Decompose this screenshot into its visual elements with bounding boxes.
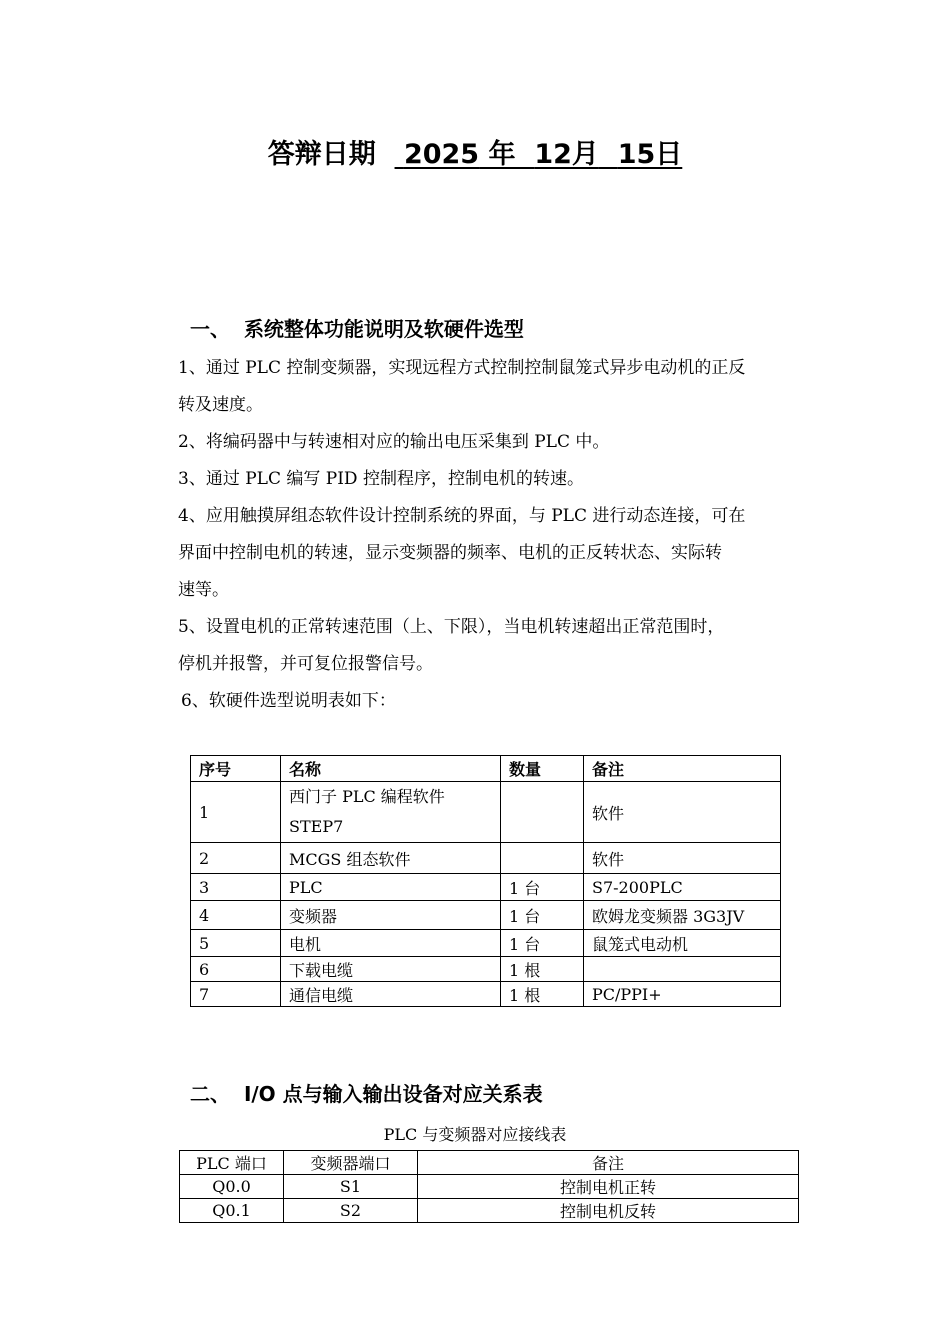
section-1-item-2-line: 2、将编码器中与转速相对应的输出电压采集到 PLC 中。 <box>178 432 610 452</box>
row-number: 6 <box>191 957 281 982</box>
section-1-item-1-line: 转及速度。 <box>178 395 263 415</box>
row-name-line: MCGS 组态软件 <box>289 849 411 869</box>
section-1-item-6-line: 6、软硬件选型说明表如下： <box>181 691 396 711</box>
section-1-heading <box>190 313 524 342</box>
row-number: 7 <box>191 982 281 1007</box>
io-note: 控制电机正转 <box>418 1175 799 1199</box>
table-row <box>191 843 781 874</box>
row-name <box>281 874 501 901</box>
table-row <box>191 957 781 982</box>
io-header-vfd-port: 变频器端口 <box>284 1151 418 1175</box>
io-mapping-table <box>179 1150 799 1223</box>
row-name-line: 通信电缆 <box>289 985 354 1005</box>
section-1-item-5-line: 5、设置电机的正常转速范围（上、下限），当电机转速超出正常范围时， <box>178 617 725 637</box>
row-number: 3 <box>191 874 281 901</box>
row-name <box>281 930 501 957</box>
section-1-item-4-line: 4、应用触摸屏组态软件设计控制系统的界面，与 PLC 进行动态连接，可在 <box>178 506 746 526</box>
section-1-title: 系统整体功能说明及软硬件选型 <box>243 317 524 341</box>
table-row <box>191 901 781 930</box>
row-note: 鼠笼式电动机 <box>584 930 781 957</box>
row-quantity: 1 台 <box>501 901 584 930</box>
row-quantity: 1 根 <box>501 982 584 1007</box>
row-name <box>281 782 501 843</box>
io-table-caption: PLC 与变频器对应接线表 <box>383 1125 567 1144</box>
row-note: S7-200PLC <box>584 874 781 901</box>
io-table-row <box>180 1199 799 1223</box>
row-name-line: STEP7 <box>289 817 344 836</box>
io-plc-port: Q0.0 <box>180 1175 284 1199</box>
column-header-no: 序号 <box>191 756 281 782</box>
io-vfd-port: S2 <box>284 1199 418 1223</box>
io-table-header-row <box>180 1151 799 1175</box>
row-name-line: 下载电缆 <box>289 960 354 980</box>
date-value <box>395 139 683 170</box>
row-name-line: PLC <box>289 877 323 897</box>
section-1-item-5-line: 停机并报警，并可复位报警信号。 <box>178 654 433 674</box>
row-quantity <box>501 843 584 874</box>
io-table-row <box>180 1175 799 1199</box>
row-note: PC/PPI+ <box>584 982 781 1007</box>
row-note: 软件 <box>584 782 781 843</box>
table-row <box>191 982 781 1007</box>
row-quantity: 1 台 <box>501 930 584 957</box>
section-1-number: 一、 <box>190 317 230 341</box>
row-name-line: 电机 <box>289 934 322 954</box>
table-row <box>191 930 781 957</box>
hardware-software-table <box>190 755 781 1007</box>
row-name-line: 西门子 PLC 编程软件 <box>289 787 445 806</box>
row-name-line: 变频器 <box>289 906 338 926</box>
row-number: 4 <box>191 901 281 930</box>
column-header-qty: 数量 <box>501 756 584 782</box>
io-header-plc-port: PLC 端口 <box>180 1151 284 1175</box>
date-month: 12月 <box>534 139 599 170</box>
table-header-row <box>191 756 781 782</box>
date-year-unit: 年 <box>488 139 516 170</box>
io-note: 控制电机反转 <box>418 1199 799 1223</box>
row-quantity: 1 台 <box>501 874 584 901</box>
row-name <box>281 901 501 930</box>
row-number: 5 <box>191 930 281 957</box>
io-header-note: 备注 <box>418 1151 799 1175</box>
row-name <box>281 982 501 1007</box>
row-quantity <box>501 782 584 843</box>
row-note: 软件 <box>584 843 781 874</box>
section-2-title: I/O 点与输入输出设备对应关系表 <box>243 1082 543 1106</box>
column-header-note: 备注 <box>584 756 781 782</box>
row-note <box>584 957 781 982</box>
io-vfd-port: S1 <box>284 1175 418 1199</box>
section-2-number: 二、 <box>190 1082 230 1106</box>
row-name <box>281 957 501 982</box>
row-note: 欧姆龙变频器 3G3JV <box>584 901 781 930</box>
section-1-item-1-line: 1、通过 PLC 控制变频器，实现远程方式控制控制鼠笼式异步电动机的正反 <box>178 358 746 378</box>
row-name <box>281 843 501 874</box>
section-1-item-4-line: 速等。 <box>178 580 229 600</box>
table-row <box>191 874 781 901</box>
section-1-item-3-line: 3、通过 PLC 编写 PID 控制程序，控制电机的转速。 <box>178 469 584 489</box>
date-day: 15日 <box>617 139 683 170</box>
date-year: 2025 <box>403 139 480 170</box>
row-number: 2 <box>191 843 281 874</box>
row-number: 1 <box>191 782 281 843</box>
defense-date <box>0 132 950 171</box>
row-quantity: 1 根 <box>501 957 584 982</box>
table-row <box>191 782 781 843</box>
io-plc-port: Q0.1 <box>180 1199 284 1223</box>
section-1-item-4-line: 界面中控制电机的转速，显示变频器的频率、电机的正反转状态、实际转 <box>178 543 722 563</box>
section-2-heading <box>190 1078 543 1107</box>
column-header-name: 名称 <box>281 756 501 782</box>
date-label: 答辩日期 <box>267 139 376 170</box>
